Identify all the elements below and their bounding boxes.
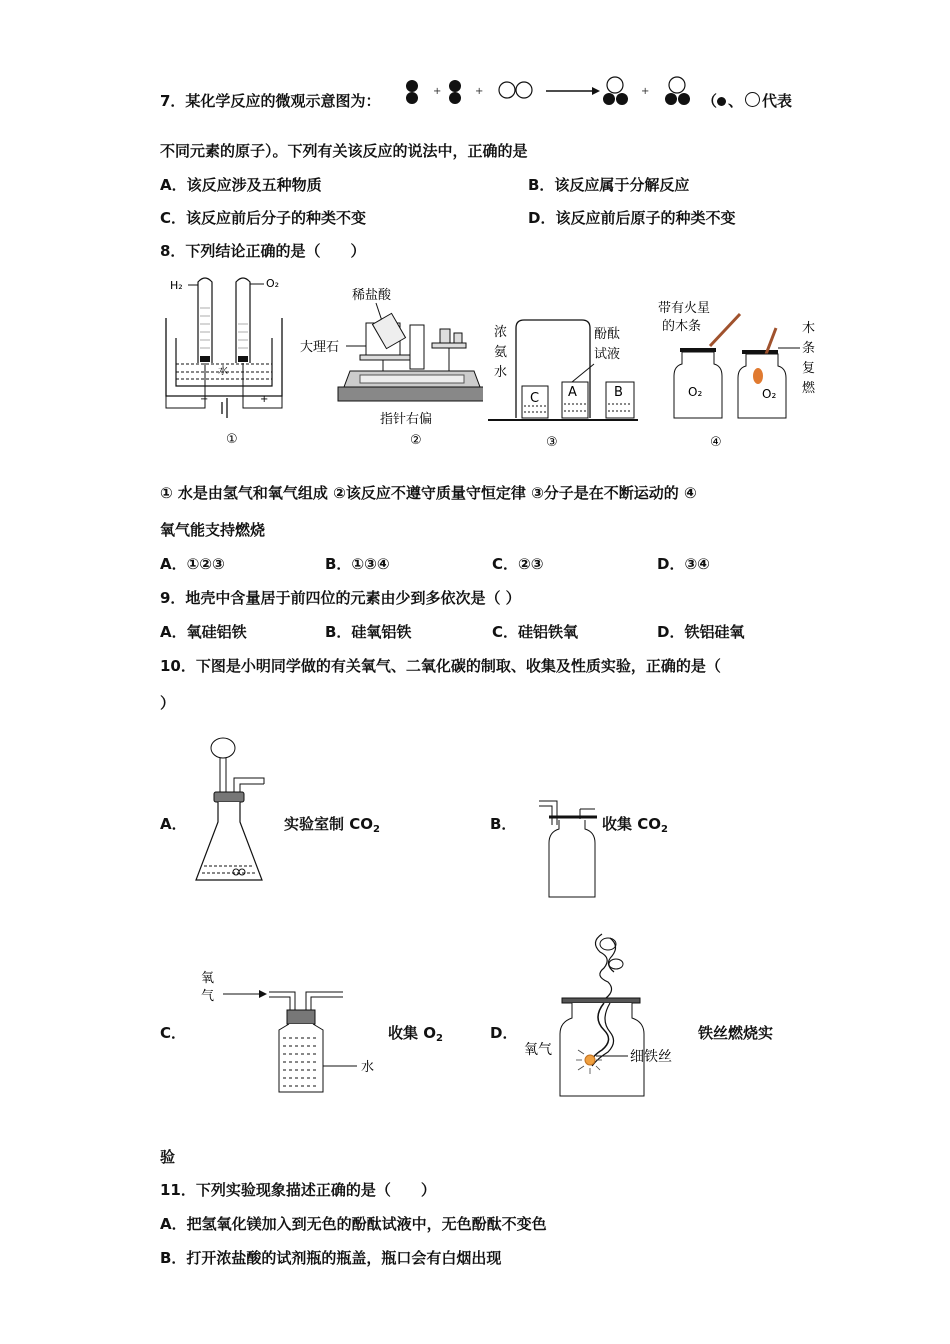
q8-option-d[interactable]: D．③④ (657, 555, 710, 573)
q8-option-c[interactable]: C．②③ (492, 555, 544, 573)
q7-stem-line2: 不同元素的原子）。下列有关该反应的说法中，正确的是 (160, 142, 528, 160)
relight-label-3: 复 (802, 361, 816, 376)
d-oxygen-label: 氧气 (524, 1042, 552, 1058)
q8-option-b[interactable]: B．①③④ (325, 555, 390, 573)
c-water-label: 水 (361, 1060, 375, 1075)
beaker-c-label: C (530, 391, 540, 406)
q9-option-c[interactable]: C．硅铝铁氧 (492, 623, 579, 641)
relight-label-2: 条 (802, 341, 816, 356)
ammonia-label-2: 氨 (494, 345, 508, 360)
phenol-label-1: 酚酞 (594, 327, 621, 342)
q7-legend: （ 、 代表 (702, 92, 793, 110)
symbol-glyph: − (200, 394, 209, 405)
q10-stem-line1: 10．下图是小明同学做的有关氧气、二氧化碳的制取、收集及性质实验，正确的是（ (160, 657, 721, 675)
q9-option-b[interactable]: B．硅氧铝铁 (325, 623, 412, 641)
q8-fig3-belljar (488, 318, 648, 450)
symbol-glyph: + (475, 86, 484, 97)
product-molecule-1 (603, 77, 628, 105)
white-atom-icon (745, 92, 760, 107)
q10-fig-b-bottle (535, 795, 605, 901)
beaker-b-label: B (614, 385, 623, 400)
q10-option-d-letter[interactable]: D． (490, 1024, 518, 1042)
q10-option-a-letter[interactable]: A． (160, 815, 187, 833)
q7-option-a[interactable]: A．该反应涉及五种物质 (160, 176, 322, 194)
q10-option-c-letter[interactable]: C． (160, 1024, 187, 1042)
q7-reaction-diagram (398, 74, 698, 110)
q7-option-d[interactable]: D．该反应前后原子的种类不变 (528, 209, 736, 227)
c-oxygen-label-2: 气 (201, 989, 215, 1004)
q8-conclusions-line2: 氧气能支持燃烧 (160, 521, 266, 539)
d-iron-wire-label: 细铁丝 (630, 1049, 672, 1065)
molecule-white-pair (499, 82, 532, 98)
bottle1-o2-label: O₂ (688, 385, 703, 399)
o2-label: O₂ (266, 277, 280, 290)
phenol-label-2: 试液 (594, 347, 621, 362)
pointer-label: 指针右偏 (380, 412, 433, 427)
ammonia-label-1: 浓 (494, 325, 508, 340)
q9-option-a[interactable]: A．氧硅铝铁 (160, 623, 247, 641)
q10-option-a-text: 实验室制 $CO_2$ (284, 815, 380, 835)
stick-label-2: 的木条 (662, 319, 702, 334)
q10-fig-d-iron-wire (520, 928, 695, 1103)
beaker-a-label: A (568, 385, 577, 400)
q10-option-c-text: 收集 $O_2$ (388, 1024, 443, 1044)
q10-fig-c-water-bottle (195, 964, 385, 1100)
q10-option-b-letter[interactable]: B． (490, 815, 517, 833)
q10-option-d-text-tail: 验 (160, 1148, 176, 1166)
molecule-black-pair-1 (406, 80, 418, 104)
h2-label: H₂ (170, 279, 183, 292)
q10-option-b-text: 收集 $CO_2$ (602, 815, 668, 835)
water-label: 水 (218, 366, 228, 377)
q11-option-b[interactable]: B．打开浓盐酸的试剂瓶的瓶盖，瓶口会有白烟出现 (160, 1249, 502, 1267)
product-molecule-2 (665, 77, 690, 105)
reaction-arrow (546, 87, 600, 95)
q9-option-d[interactable]: D．铁铝硅氧 (657, 623, 745, 641)
stick-label-1: 带有火星 (658, 301, 711, 316)
marble-label: 大理石 (300, 340, 340, 355)
molecule-black-pair-2 (449, 80, 461, 104)
q7-option-b[interactable]: B．该反应属于分解反应 (528, 176, 690, 194)
c-oxygen-label-1: 氧 (201, 971, 215, 986)
q7-intro: 7．某化学反应的微观示意图为： (160, 92, 381, 110)
q8-fig4-oxygen-bottles (658, 296, 818, 450)
q11-stem: 11．下列实验现象描述正确的是（ ） (160, 1181, 436, 1199)
fig1-number: ① (226, 432, 238, 447)
relight-label-1: 木 (802, 321, 816, 336)
q7-option-c[interactable]: C．该反应前后分子的种类不变 (160, 209, 367, 227)
black-atom-icon (717, 97, 726, 106)
q8-fig2-balance (298, 285, 483, 450)
symbol-glyph: + (641, 86, 650, 97)
q8-stem: 8．下列结论正确的是（ ） (160, 242, 366, 260)
fig4-number: ④ (710, 435, 722, 450)
q10-stem-line2: ） (160, 694, 176, 712)
symbol-glyph: + (433, 86, 442, 97)
symbol-glyph: + (260, 394, 269, 405)
fig3-number: ③ (546, 435, 558, 450)
fig2-number: ② (410, 433, 422, 448)
q10-option-d-text: 铁丝燃烧实 (698, 1024, 774, 1042)
q8-fig1-electrolysis (162, 268, 297, 450)
q11-option-a[interactable]: A．把氢氧化镁加入到无色的酚酞试液中，无色酚酞不变色 (160, 1215, 547, 1233)
ammonia-label-3: 水 (494, 365, 508, 380)
q10-fig-a-flask (190, 734, 270, 888)
q9-stem: 9．地壳中含量居于前四位的元素由少到多依次是（ ） (160, 589, 521, 607)
bottle2-o2-label: O₂ (762, 387, 777, 401)
acid-label: 稀盐酸 (352, 288, 392, 303)
q8-option-a[interactable]: A．①②③ (160, 555, 225, 573)
q8-conclusions-line1: ① 水是由氢气和氧气组成 ②该反应不遵守质量守恒定律 ③分子是在不断运动的 ④ (160, 484, 697, 502)
relight-label-4: 燃 (802, 381, 816, 396)
